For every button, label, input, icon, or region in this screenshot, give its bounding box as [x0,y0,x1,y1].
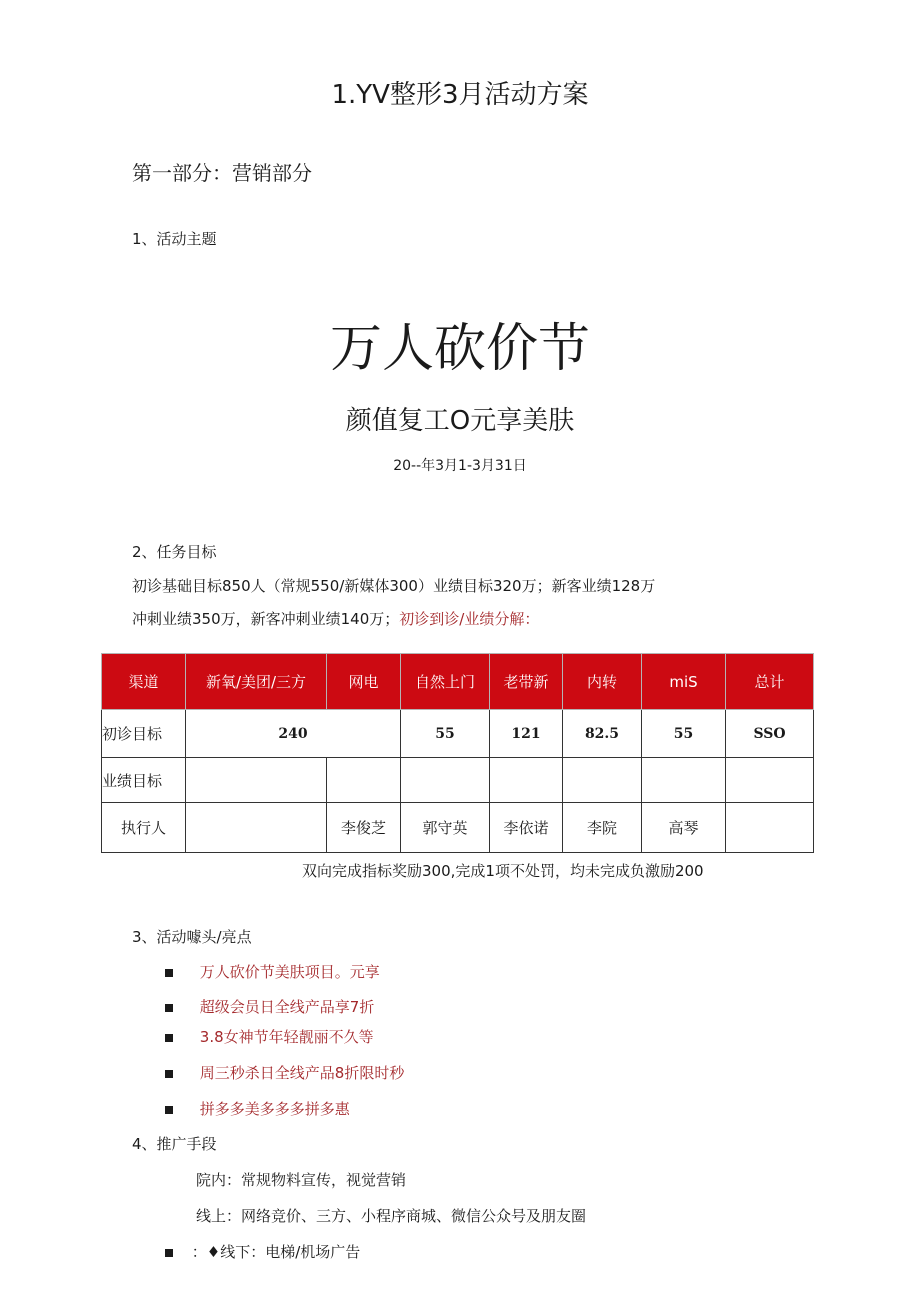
table-cell [186,803,327,853]
table-header-cell: 新氧/美团/三方 [186,654,327,710]
table-cell: 55 [401,710,490,758]
list-item-text: 周三秒杀日全线产品8折限时秒 [199,1064,405,1082]
table-header-cell: 内转 [563,654,642,710]
theme-main-title: 万人砍价节 [329,319,590,379]
table-row [102,758,814,803]
table-header-cell: 总计 [726,654,814,710]
bullet-icon [165,1034,173,1042]
breakdown-label: 初诊到诊/业绩分解： [399,610,540,628]
table-cell [327,758,401,803]
table-cell [490,758,563,803]
table-cell: SSO [726,710,814,758]
list-item [165,1098,350,1119]
section-heading-promotion: 4、推广手段 [132,1135,217,1153]
targets-line-2 [132,608,539,629]
table-cell: 李院 [563,803,642,853]
theme-subtitle: 颜值复工O元享美肤 [345,406,575,436]
targets-line-2-text: 冲刺业绩350万，新客冲刺业绩140万； [132,610,400,628]
table-cell: 240 [186,710,401,758]
theme-date-range: 20--年3月1-3月31日 [393,458,527,474]
table-cell: 82.5 [563,710,642,758]
list-item-text: 拼多多美多多多拼多惠 [199,1100,350,1118]
list-item [165,996,374,1017]
table-row [102,803,814,853]
table-header-cell: 自然上门 [401,654,490,710]
table-cell [401,758,490,803]
bullet-icon [165,1070,173,1078]
table-header-cell: miS [642,654,726,710]
table-cell: 高琴 [642,803,726,853]
table-cell [563,758,642,803]
table-header-cell: 老带新 [490,654,563,710]
table-cell: 郭守英 [401,803,490,853]
promotion-inhouse: 院内：常规物料宣传，视觉营销 [196,1171,407,1189]
table-cell [642,758,726,803]
table-row [102,710,814,758]
promotion-offline: ：♦线下：电梯/机场广告 [191,1243,361,1261]
table-header-cell: 渠道 [102,654,186,710]
targets-line-1: 初诊基础目标850人（常规550/新媒体300）业绩目标320万；新客业绩128万 [132,577,656,595]
table-cell: 李俊芝 [327,803,401,853]
table-header-row [102,654,814,710]
bullet-icon [165,969,173,977]
table-row-label: 执行人 [102,803,186,853]
document-title: 1.YV整形3月活动方案 [331,80,589,110]
section-heading-targets: 2、任务目标 [132,543,217,561]
table-cell: 李依诺 [490,803,563,853]
section-heading-theme: 1、活动主题 [132,230,217,248]
incentive-note: 双向完成指标奖励300,完成1项不处罚，均未完成负激励200 [302,862,704,880]
table-cell: 121 [490,710,563,758]
list-item-text: 万人砍价节美肤项目。元享 [199,963,380,981]
table-row-label: 业绩目标 [102,758,186,803]
list-item [165,1026,374,1047]
targets-table [101,653,814,853]
table-row-label: 初诊目标 [102,710,186,758]
section-heading-highlights: 3、活动噱头/亮点 [132,928,252,946]
table-cell: 55 [642,710,726,758]
table-header-cell: 网电 [327,654,401,710]
table-cell [186,758,327,803]
table-cell [726,758,814,803]
list-item [165,1241,360,1262]
list-item-text: 3.8女神节年轻靓丽不久等 [199,1028,374,1046]
bullet-icon [165,1106,173,1114]
bullet-icon [165,1249,173,1257]
part-title: 第一部分：营销部分 [132,161,312,185]
list-item-text: 超级会员日全线产品享7折 [199,998,375,1016]
list-item [165,1062,404,1083]
list-item [165,961,380,982]
table-cell [726,803,814,853]
bullet-icon [165,1004,173,1012]
promotion-online: 线上：网络竞价、三方、小程序商城、微信公众号及朋友圈 [196,1207,587,1225]
